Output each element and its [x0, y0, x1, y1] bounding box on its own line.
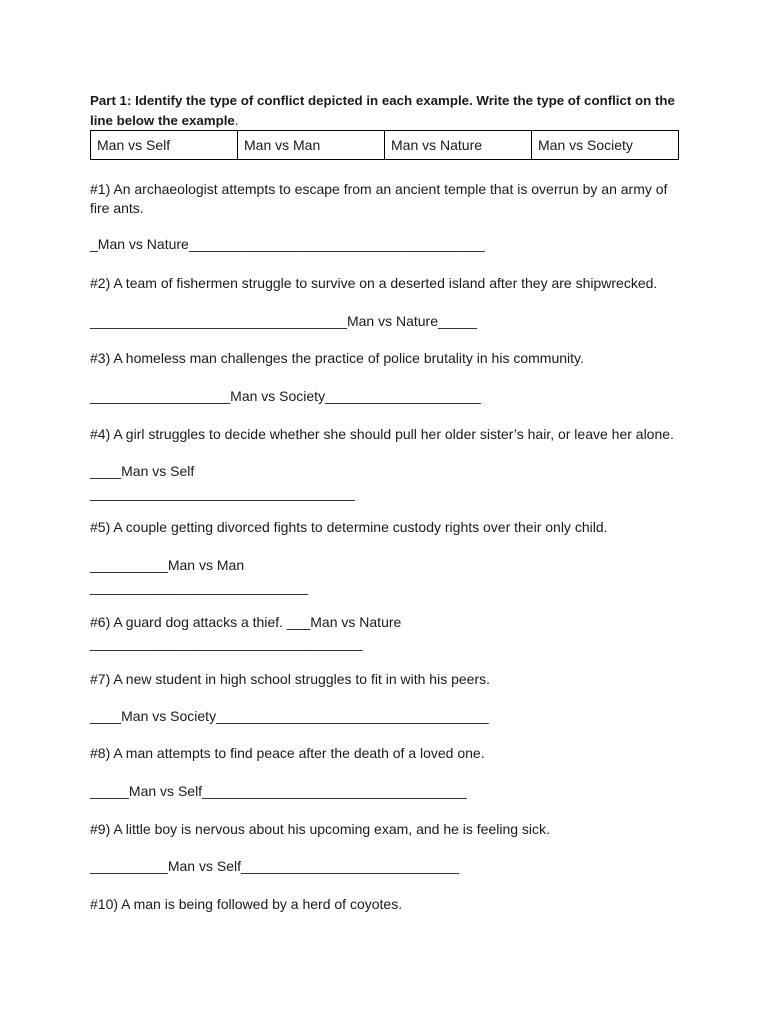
question-6: #6) A guard dog attacks a thief. ___Man vs Nature: [90, 614, 402, 630]
instructions-text: Part 1: Identify the type of conflict depicted in each example. Write the type of conflict on the line below the example: [90, 93, 675, 128]
conflict-type-cell: Man vs Man: [238, 131, 385, 160]
answer-9[interactable]: __________Man vs Self____________________________: [90, 858, 460, 874]
answer-1[interactable]: _Man vs Nature______________________________________: [90, 236, 485, 252]
question-4: #4) A girl struggles to decide whether she should pull her older sister’s hair, or leave her alone.: [90, 426, 674, 442]
answer-4-line[interactable]: __________________________________: [90, 485, 355, 501]
conflict-type-cell: Man vs Nature: [385, 131, 532, 160]
answer-4[interactable]: ____Man vs Self: [90, 463, 195, 479]
conflict-type-cell: Man vs Society: [532, 131, 679, 160]
question-2: #2) A team of fishermen struggle to survive on a deserted island after they are shipwrecked.: [90, 275, 658, 291]
question-7: #7) A new student in high school struggles to fit in with his peers.: [90, 671, 491, 687]
question-5: #5) A couple getting divorced fights to determine custody rights over their only child.: [90, 519, 608, 535]
answer-8[interactable]: _____Man vs Self__________________________________: [90, 783, 467, 799]
instructions-period: .: [234, 113, 239, 128]
conflict-types-row: [91, 131, 679, 160]
question-9: #9) A little boy is nervous about his upcoming exam, and he is feeling sick.: [90, 821, 550, 837]
instructions: [90, 91, 685, 131]
question-1: #1) An archaeologist attempts to escape from an ancient temple that is overrun by an army of fire ants.: [90, 181, 668, 216]
conflict-types-table: [90, 130, 679, 160]
answer-5-line[interactable]: ____________________________: [90, 579, 309, 595]
answer-7[interactable]: ____Man vs Society___________________________________: [90, 708, 489, 724]
answer-2[interactable]: _________________________________Man vs Nature_____: [90, 313, 477, 329]
question-3: #3) A homeless man challenges the practice of police brutality in his community.: [90, 350, 584, 366]
answer-5[interactable]: __________Man vs Man: [90, 557, 245, 573]
answer-6-line[interactable]: ___________________________________: [90, 635, 363, 651]
worksheet-page: [90, 0, 690, 1024]
answer-3[interactable]: __________________Man vs Society____________________: [90, 388, 481, 404]
conflict-type-cell: Man vs Self: [91, 131, 238, 160]
question-8: #8) A man attempts to find peace after the death of a loved one.: [90, 745, 485, 761]
question-10: #10) A man is being followed by a herd of coyotes.: [90, 896, 403, 912]
